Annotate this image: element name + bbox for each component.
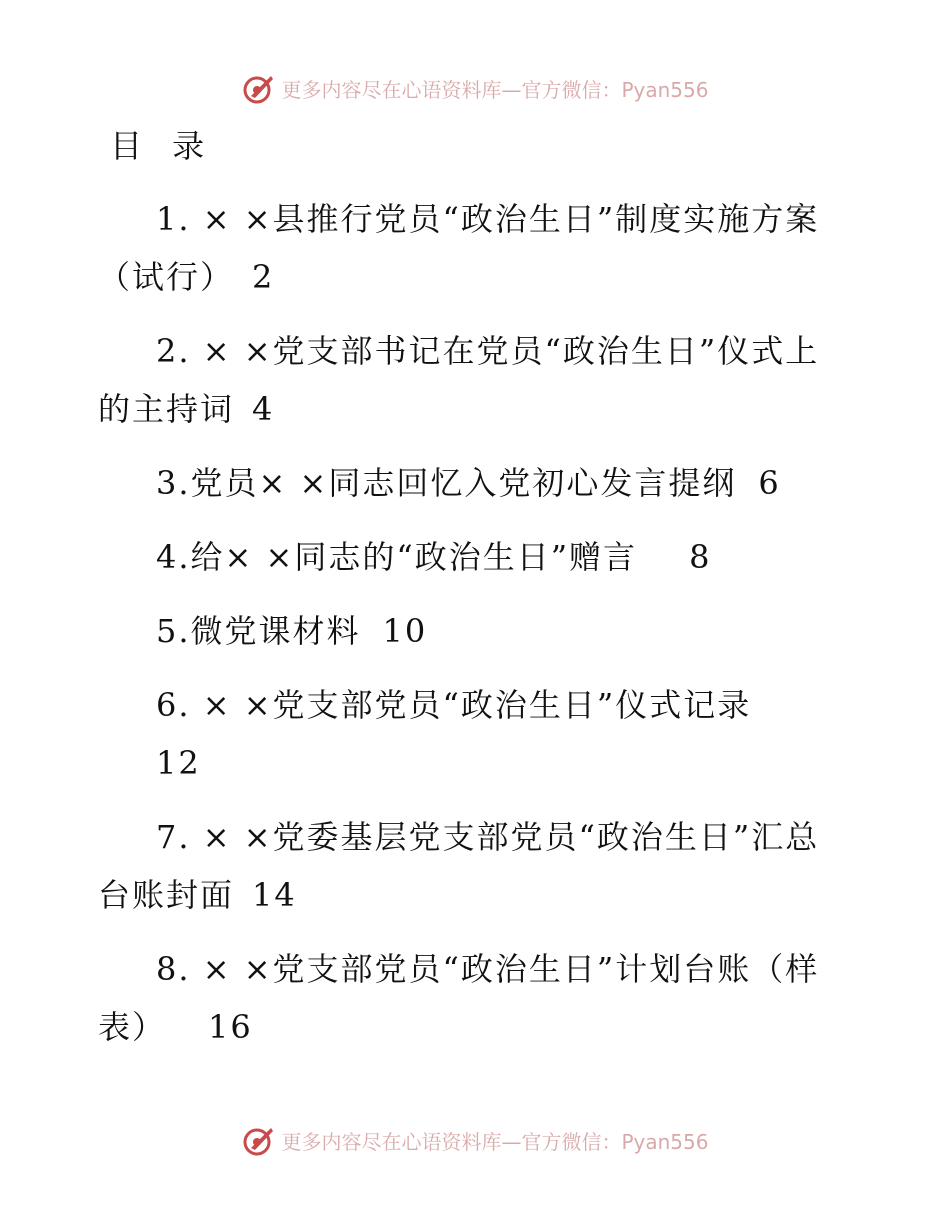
toc-page-number: 2	[252, 258, 275, 296]
toc-entry-6	[98, 676, 840, 792]
toc-entry-text-cont: （试行）	[98, 258, 235, 296]
toc-entry-text-cont: 表）	[98, 1008, 167, 1046]
footer-watermark	[0, 1122, 950, 1158]
toc-entry-text-cont: 台账封面	[98, 876, 235, 914]
toc-page-number: 6	[758, 464, 781, 502]
quill-logo-icon	[241, 1122, 277, 1158]
toc-entry-2	[98, 322, 840, 438]
watermark-text: 更多内容尽在心语资料库—官方微信：Pyan556	[281, 1129, 709, 1154]
toc-page-number: 14	[252, 876, 297, 914]
toc-entry-text-cont: 的主持词	[98, 390, 235, 428]
toc-page-number: 12	[156, 744, 201, 782]
toc-entry-text: 7. × ×党委基层党支部党员“政治生日”汇总	[156, 818, 820, 856]
quill-logo-icon	[241, 70, 277, 106]
toc-entry-5	[98, 602, 840, 660]
toc-entry-7	[98, 808, 840, 924]
header-watermark	[0, 70, 950, 106]
toc-list	[98, 190, 840, 1072]
watermark-text: 更多内容尽在心语资料库—官方微信：Pyan556	[281, 77, 709, 102]
toc-entry-4	[98, 528, 840, 586]
toc-entry-3	[98, 454, 840, 512]
toc-entry-text: 6. × ×党支部党员“政治生日”仪式记录	[156, 686, 752, 724]
toc-page-number: 16	[208, 1008, 253, 1046]
toc-entry-text: 8. × ×党支部党员“政治生日”计划台账（样	[156, 950, 820, 988]
toc-entry-text: 1. × ×县推行党员“政治生日”制度实施方案	[156, 200, 820, 238]
toc-title: 目 录	[110, 127, 215, 165]
toc-entry-8	[98, 940, 840, 1056]
toc-page-number: 8	[689, 538, 712, 576]
toc-entry-text: 2. × ×党支部书记在党员“政治生日”仪式上	[156, 332, 820, 370]
toc-entry-text: 4.给× ×同志的“政治生日”赠言	[156, 538, 638, 576]
toc-entry-1	[98, 190, 840, 306]
toc-entry-text: 3.党员× ×同志回忆入党初心发言提纲	[156, 464, 737, 502]
toc-entry-text: 5.微党课材料	[156, 612, 361, 650]
toc-page-number: 10	[382, 612, 428, 650]
toc-page-number: 4	[252, 390, 275, 428]
